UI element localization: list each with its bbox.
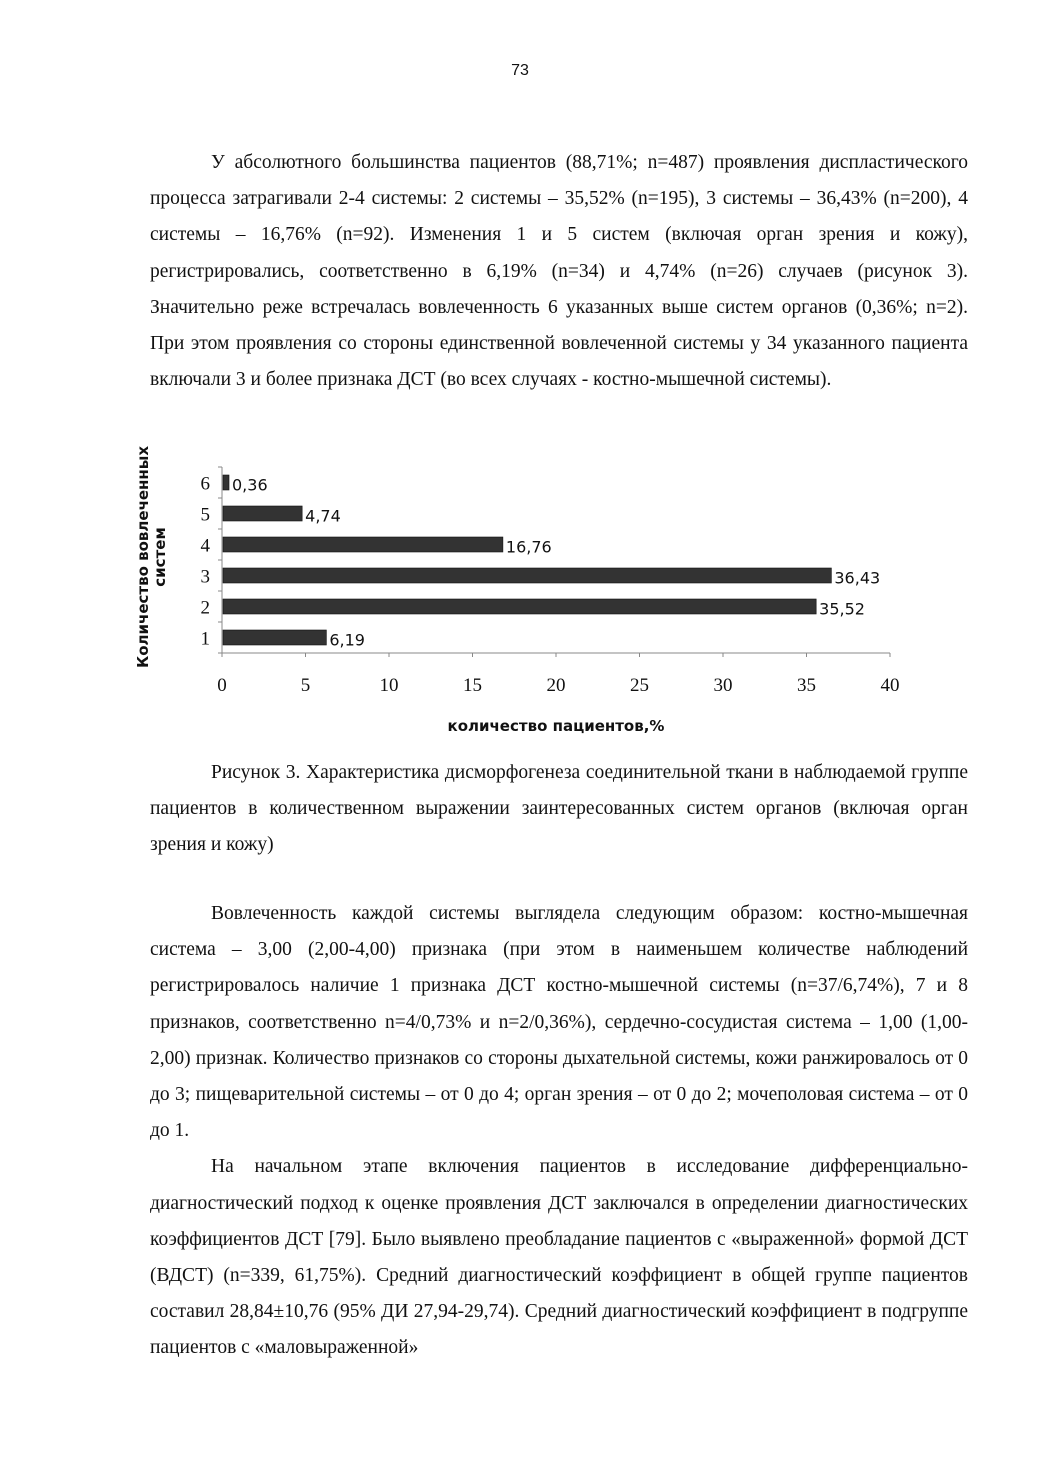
y-axis-label-box xyxy=(130,445,174,670)
bar xyxy=(223,506,302,521)
x-tick-label: 30 xyxy=(713,675,733,696)
x-tick-label: 40 xyxy=(880,675,900,696)
data-label: 6,19 xyxy=(329,630,365,650)
bar xyxy=(223,630,326,645)
data-label: 16,76 xyxy=(505,537,552,557)
body-text-bottom xyxy=(150,896,968,1367)
bar-chart xyxy=(134,445,920,745)
paragraph: У абсолютного большинства пациентов (88,71%; n=487) проявления диспластического процесса затрагивали 2-4 системы: 2 системы – 35,52% (n=195), 3 системы – 36,43% (n=200), 4 системы – 16,76% (n=92). Изменения 1 и 5 систем (включая орган зрения и кожу), регистрировались, соответственно в 6,19% (n=34) и 4,74% (n=26) случаев (рисунок 3). Значительно реже встречалась вовлеченность 6 указанных выше систем органов (0,36%; n=2). При этом проявления со стороны единственной вовлеченной системы у 34 указанного пациента включали 3 и более признака ДСТ (во всех случаях - костно-мышечной системы). xyxy=(150,152,968,391)
x-tick-label: 0 xyxy=(217,675,227,696)
y-tick-label: 2 xyxy=(200,597,210,619)
y-tick-label: 6 xyxy=(200,473,210,495)
body-text-top xyxy=(150,145,968,398)
y-axis-label: Количество вовлеченных систем xyxy=(134,445,169,669)
x-tick-label: 5 xyxy=(300,675,311,696)
data-label: 36,43 xyxy=(834,568,881,588)
data-label: 4,74 xyxy=(305,506,341,526)
x-tick-label: 10 xyxy=(379,675,399,696)
y-tick-label: 5 xyxy=(200,504,210,526)
data-label: 35,52 xyxy=(819,599,865,619)
y-tick-label: 3 xyxy=(200,566,210,588)
bar xyxy=(223,568,831,583)
figure-caption xyxy=(150,755,968,864)
y-tick-label: 4 xyxy=(200,535,210,557)
x-tick-label: 20 xyxy=(546,675,566,696)
x-axis-label: количество пациентов,% xyxy=(447,717,665,735)
y-tick-label: 1 xyxy=(200,628,210,650)
x-tick-label: 25 xyxy=(630,675,649,696)
paragraph: Вовлеченность каждой системы выглядела следующим образом: костно-мышечная система – 3,00 (2,00-4,00) признака (при этом в наименьшем количестве наблюдений регистрировалось наличие 1 признака ДСТ костно-мышечной системы (n=37/6,74%), 7 и 8 признаков, соответственно n=4/0,73% и n=2/0,36%), сердечно-сосудистая система – 1,00 (1,00-2,00) признак. Количество признаков со стороны дыхательной системы, кожи ранжировалось от 0 до 3; пищеварительной системы – от 0 до 4; орган зрения – от 0 до 2; мочеполовая система – от 0 до 1. xyxy=(150,903,968,1142)
data-label: 0,36 xyxy=(232,475,268,495)
x-tick-label: 35 xyxy=(797,675,816,696)
x-tick-label: 15 xyxy=(463,675,482,696)
paragraph: На начальном этапе включения пациентов в исследование дифференциально-диагностический подход к оценке проявления ДСТ заключался в определении диагностических коэффициентов ДСТ [79]. Было выявлено преобладание пациентов с «выраженной» формой ДСТ (ВДСТ) (n=339, 61,75%). Средний диагностический коэффициент в общей группе пациентов составил 28,84±10,76 (95% ДИ 27,94-29,74). Средний диагностический коэффициент в подгруппе пациентов с «маловыраженной» xyxy=(150,1156,968,1359)
bar xyxy=(223,599,816,614)
bar xyxy=(223,475,229,490)
chart-svg xyxy=(140,445,920,745)
bar xyxy=(223,537,503,552)
page-number: 73 xyxy=(511,62,529,79)
caption-text: Рисунок 3. Характеристика дисморфогенеза соединительной ткани в наблюдаемой группе пациентов в количественном выражении заинтересованных систем органов (включая орган зрения и кожу) xyxy=(150,762,968,856)
